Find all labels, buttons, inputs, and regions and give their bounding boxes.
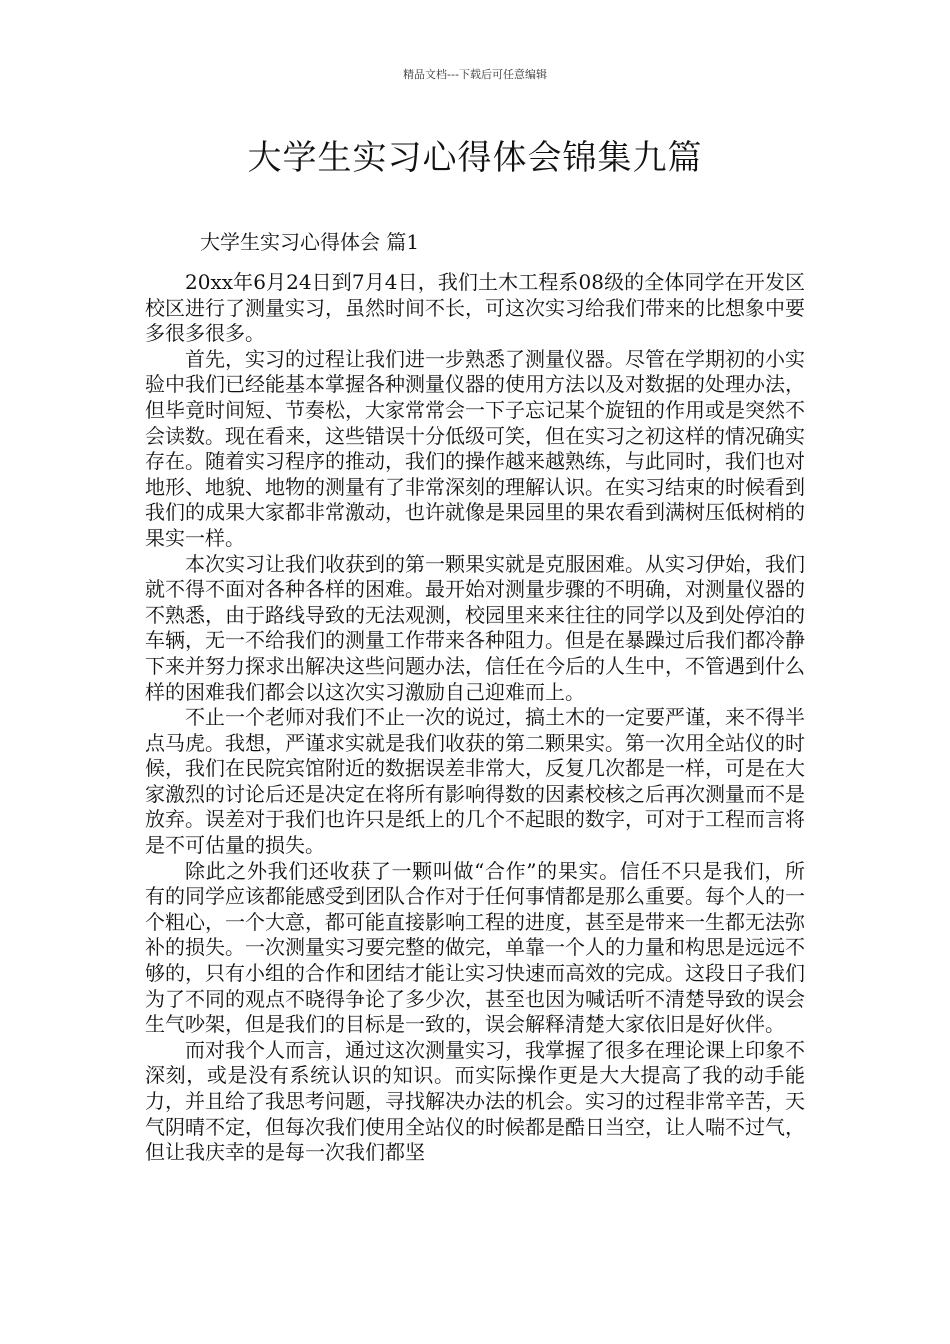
paragraph-3: 本次实习让我们收获到的第一颗果实就是克服困难。从实习伊始，我们就不得不面对各种各样的困难。最开始对测量步骤的不明确，对测量仪器的不熟悉，由于路线导致的无法观测，校园里来来往往的同学以及到处停泊的车辆，无一不给我们的测量工作带来各种阻力。但是在暴躁过后我们都冷静下来并努力探求出解决这些问题办法，信任在今后的人生中，不管遇到什么样的困难我们都会以这次实习激励自己迎难而上。	[145, 551, 805, 704]
paragraph-1: 20xx年6月24日到7月4日，我们土木工程系08级的全体同学在开发区校区进行了测量实习，虽然时间不长，可这次实习给我们带来的比想象中要多很多很多。	[145, 270, 805, 346]
document-title: 大学生实习心得体会锦集九篇	[247, 138, 703, 178]
document-body	[145, 270, 805, 1166]
paragraph-6: 而对我个人而言，通过这次测量实习，我掌握了很多在理论课上印象不深刻，或是没有系统认识的知识。而实际操作更是大大提高了我的动手能力，并且给了我思考问题，寻找解决办法的机会。实习的过程非常辛苦，天气阴晴不定，但每次我们使用全站仪的时候都是酷日当空，让人喘不过气，但让我庆幸的是每一次我们都坚	[145, 1037, 805, 1165]
paragraph-4: 不止一个老师对我们不止一次的说过，搞土木的一定要严谨，来不得半点马虎。我想，严谨求实就是我们收获的第二颗果实。第一次用全站仪的时候，我们在民院宾馆附近的数据误差非常大，反复几次都是一样，可是在大家激烈的讨论后还是决定在将所有影响得数的因素校核之后再次测量而不是放弃。误差对于我们也许只是纸上的几个不起眼的数字，可对于工程而言将是不可估量的损失。	[145, 705, 805, 858]
header-note: 精品文档---下载后可任意编辑	[403, 68, 547, 81]
paragraph-2: 首先，实习的过程让我们进一步熟悉了测量仪器。尽管在学期初的小实验中我们已经能基本掌握各种测量仪器的使用方法以及对数据的处理办法，但毕竟时间短、节奏松，大家常常会一下子忘记某个旋钮的作用或是突然不会读数。现在看来，这些错误十分低级可笑，但在实习之初这样的情况确实存在。随着实习程序的推动，我们的操作越来越熟练，与此同时，我们也对地形、地貌、地物的测量有了非常深刻的理解认识。在实习结束的时候看到我们的成果大家都非常激动，也许就像是果园里的果农看到满树压低树梢的果实一样。	[145, 346, 805, 550]
section-heading: 大学生实习心得体会 篇1	[200, 230, 420, 254]
paragraph-5: 除此之外我们还收获了一颗叫做“合作”的果实。信任不只是我们，所有的同学应该都能感受到团队合作对于任何事情都是那么重要。每个人的一个粗心，一个大意，都可能直接影响工程的进度，甚至是带来一生都无法弥补的损失。一次测量实习要完整的做完，单靠一个人的力量和构思是远远不够的，只有小组的合作和团结才能让实习快速而高效的完成。这段日子我们为了不同的观点不晓得争论了多少次，甚至也因为喊话听不清楚导致的误会生气吵架，但是我们的目标是一致的，误会解释清楚大家依旧是好伙伴。	[145, 858, 805, 1037]
